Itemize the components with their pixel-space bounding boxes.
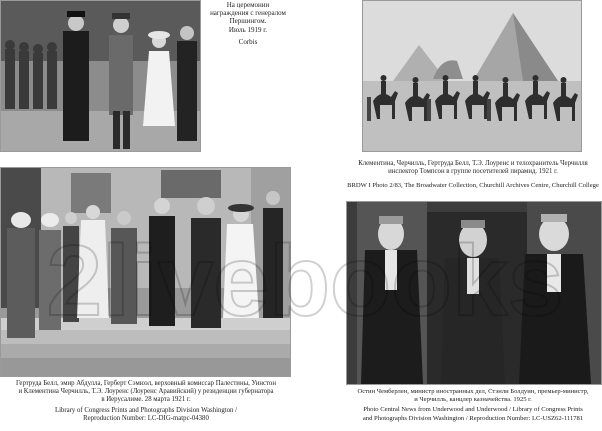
caption-source: Photo Central News from Underwood and Underwood / Library of Congress Prints (363, 406, 583, 414)
caption-line: На церемонии (226, 1, 270, 9)
caption-pyramids (346, 160, 600, 191)
caption-chamberlain (346, 388, 600, 423)
photo-pershing-ceremony (0, 0, 201, 152)
caption-line: Июль 1919 г. (228, 25, 268, 34)
caption-line: инспектор Томпсон в группе посетителей пирамид. 1921 г. (388, 168, 558, 176)
caption-line: и Клементина Черчилль, Т.Э. Лоуренс (Лоуренс Аравийский) у резиденции губернатора (18, 388, 274, 396)
watermark-text: 2livebooks (46, 225, 564, 337)
caption-source: BRDW I Photo 2/83, The Broadwater Collection, Churchill Archives Centre, Churchill College (347, 182, 599, 190)
photo-pyramids-camels (362, 0, 582, 152)
caption-line: и Черчилль, канцлер казначейства. 1925 г. (414, 396, 532, 404)
caption-line: награждения с генералом (210, 9, 286, 18)
photo-jerusalem-group (0, 167, 291, 377)
caption-source: Library of Congress Prints and Photographs Division Washington / (54, 406, 238, 414)
photo-chamberlain-baldwin-churchill (346, 201, 602, 385)
caption-jerusalem (0, 380, 292, 423)
caption-line: в Иерусалиме. 28 марта 1921 г. (101, 396, 191, 404)
caption-pershing (203, 1, 293, 46)
caption-source: Reproduction Number: LC-DIG-matpc-04380 (83, 414, 209, 422)
caption-line: Остин Чемберлен, министр иностранных дел, Стэнли Болдуин, премьер-министр, (357, 388, 589, 395)
caption-source: Corbis (238, 37, 258, 46)
caption-source: and Photographs Division Washington / Reproduction Number: LC-USZ62-111781 (362, 414, 584, 422)
caption-line: Першингом. (229, 17, 267, 26)
caption-line: Клементина, Черчилль, Гертруда Белл, Т.Э. Лоуренс и телохранитель Черчилля (358, 160, 588, 167)
caption-line: Гертруда Белл, эмир Абдулла, Герберт Сэмюэл, верховный комиссар Палестины, Уинстон (16, 380, 276, 387)
